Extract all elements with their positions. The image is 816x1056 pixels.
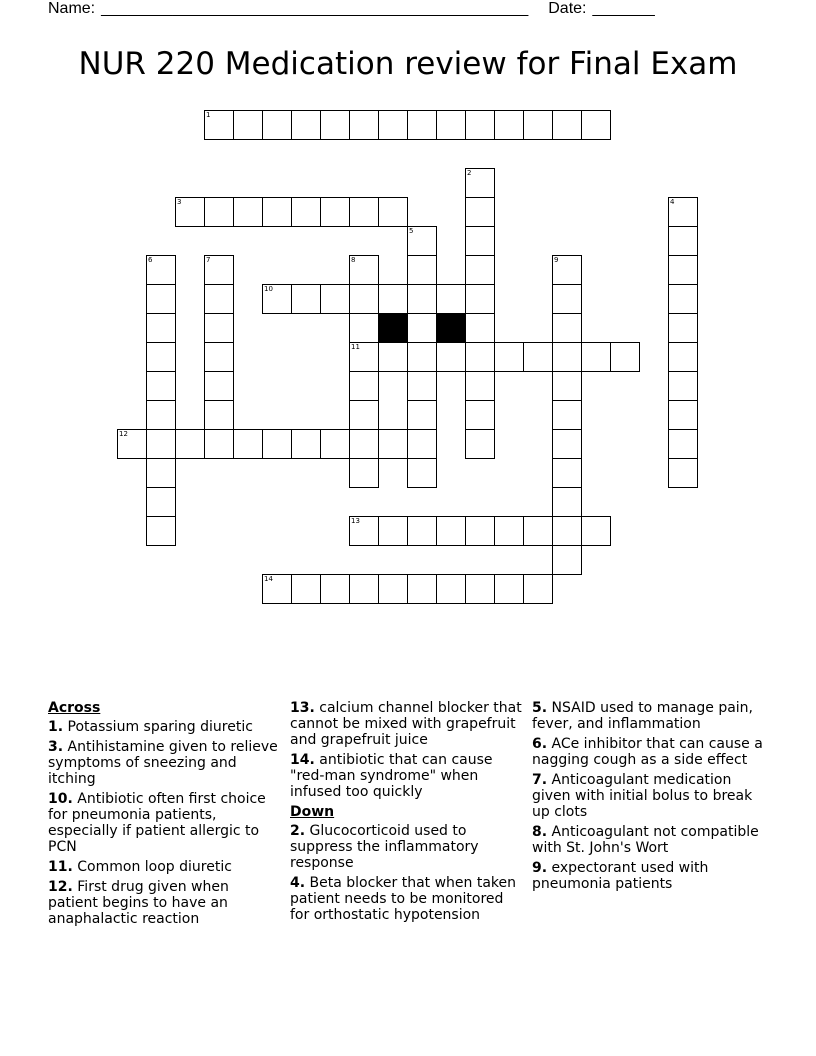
grid-cell[interactable] — [465, 255, 495, 285]
cell-number: 13 — [351, 517, 360, 525]
grid-cell[interactable] — [146, 313, 176, 343]
grid-cell[interactable] — [668, 342, 698, 372]
grid-cell[interactable] — [146, 516, 176, 546]
grid-cell[interactable] — [349, 284, 379, 314]
grid-cell[interactable] — [291, 284, 321, 314]
clues-column-2 — [290, 700, 525, 927]
clue-across-1: 1. Potassium sparing diuretic — [48, 719, 253, 735]
grid-cell[interactable] — [465, 371, 495, 401]
grid-cell[interactable] — [465, 110, 495, 140]
grid-cell[interactable] — [668, 400, 698, 430]
grid-cell[interactable] — [465, 284, 495, 314]
clue-across-11: 11. Common loop diuretic — [48, 859, 232, 875]
grid-cell[interactable] — [465, 168, 495, 198]
clue-across-12: 12. First drug given when patient begins to have an anaphalactic reaction — [48, 879, 229, 927]
grid-cell[interactable] — [320, 429, 350, 459]
grid-cell[interactable] — [146, 255, 176, 285]
grid-cell[interactable] — [175, 197, 205, 227]
grid-cell[interactable] — [117, 429, 147, 459]
grid-cell[interactable] — [610, 342, 640, 372]
grid-cell[interactable] — [465, 400, 495, 430]
grid-cell[interactable] — [204, 400, 234, 430]
grid-cell[interactable] — [465, 516, 495, 546]
grid-cell[interactable] — [407, 516, 437, 546]
date-blank-field[interactable]: _______ — [592, 0, 655, 17]
clue-down-6: 6. ACe inhibitor that can cause a nagging cough as a side effect — [532, 736, 763, 768]
cell-number: 2 — [467, 169, 472, 177]
grid-cell[interactable] — [320, 110, 350, 140]
grid-cell[interactable] — [552, 284, 582, 314]
cell-number: 3 — [177, 198, 182, 206]
grid-cell[interactable] — [523, 574, 553, 604]
grid-cell[interactable] — [581, 110, 611, 140]
grid-cell[interactable] — [523, 110, 553, 140]
grid-cell[interactable] — [262, 574, 292, 604]
clue-down-2: 2. Glucocorticoid used to suppress the inflammatory response — [290, 823, 479, 871]
date-label: Date: — [548, 0, 587, 17]
grid-cell[interactable] — [407, 110, 437, 140]
grid-cell[interactable] — [146, 458, 176, 488]
grid-cell[interactable] — [436, 574, 466, 604]
grid-cell[interactable] — [233, 429, 263, 459]
grid-cell[interactable] — [465, 342, 495, 372]
grid-cell[interactable] — [407, 429, 437, 459]
grid-cell[interactable] — [436, 284, 466, 314]
grid-cell[interactable] — [233, 110, 263, 140]
grid-cell[interactable] — [494, 110, 524, 140]
grid-cell[interactable] — [291, 429, 321, 459]
grid-cell[interactable] — [494, 574, 524, 604]
grid-cell[interactable] — [204, 313, 234, 343]
grid-cell[interactable] — [552, 313, 582, 343]
grid-cell[interactable] — [349, 110, 379, 140]
grid-cell[interactable] — [349, 429, 379, 459]
cell-number: 1 — [206, 111, 211, 119]
grid-cell[interactable] — [349, 197, 379, 227]
grid-cell[interactable] — [668, 284, 698, 314]
clue-down-9: 9. expectorant used with pneumonia patients — [532, 860, 709, 892]
grid-cell[interactable] — [204, 342, 234, 372]
cell-number: 12 — [119, 430, 128, 438]
grid-cell[interactable] — [320, 197, 350, 227]
clue-across-13: 13. calcium channel blocker that cannot be mixed with grapefruit and grapefruit juice — [290, 700, 522, 748]
grid-cell[interactable] — [552, 255, 582, 285]
grid-cell[interactable] — [349, 458, 379, 488]
shaded-cell — [436, 313, 466, 343]
grid-cell[interactable] — [378, 110, 408, 140]
grid-cell[interactable] — [378, 342, 408, 372]
grid-cell[interactable] — [378, 574, 408, 604]
grid-cell[interactable] — [175, 429, 205, 459]
grid-cell[interactable] — [668, 197, 698, 227]
grid-cell[interactable] — [204, 429, 234, 459]
grid-cell[interactable] — [465, 574, 495, 604]
grid-cell[interactable] — [668, 313, 698, 343]
grid-cell[interactable] — [552, 487, 582, 517]
clues-column-1 — [48, 700, 283, 931]
cell-number: 11 — [351, 343, 360, 351]
cell-number: 8 — [351, 256, 356, 264]
clues-section — [48, 700, 768, 960]
across-heading: Across — [48, 700, 101, 716]
grid-cell[interactable] — [146, 400, 176, 430]
grid-cell[interactable] — [668, 255, 698, 285]
grid-cell[interactable] — [668, 458, 698, 488]
grid-cell[interactable] — [291, 110, 321, 140]
grid-cell[interactable] — [407, 342, 437, 372]
grid-cell[interactable] — [291, 197, 321, 227]
grid-cell[interactable] — [668, 429, 698, 459]
header-line — [48, 0, 748, 20]
grid-cell[interactable] — [668, 371, 698, 401]
clue-across-14: 14. antibiotic that can cause "red-man syndrome" when infused too quickly — [290, 752, 493, 800]
grid-cell[interactable] — [407, 226, 437, 256]
grid-cell[interactable] — [552, 371, 582, 401]
grid-cell[interactable] — [407, 400, 437, 430]
grid-cell[interactable] — [407, 458, 437, 488]
page-title: NUR 220 Medication review for Final Exam — [78, 46, 738, 82]
grid-cell[interactable] — [407, 574, 437, 604]
grid-cell[interactable] — [262, 284, 292, 314]
grid-cell[interactable] — [146, 429, 176, 459]
grid-cell[interactable] — [146, 487, 176, 517]
grid-cell[interactable] — [146, 371, 176, 401]
grid-cell[interactable] — [349, 371, 379, 401]
down-heading: Down — [290, 804, 335, 820]
clues-column-3 — [532, 700, 767, 896]
grid-cell[interactable] — [262, 429, 292, 459]
grid-cell[interactable] — [204, 371, 234, 401]
grid-cell[interactable] — [552, 545, 582, 575]
grid-cell[interactable] — [436, 110, 466, 140]
grid-cell[interactable] — [378, 429, 408, 459]
clue-across-3: 3. Antihistamine given to relieve symptoms of sneezing and itching — [48, 739, 278, 787]
grid-cell[interactable] — [407, 284, 437, 314]
grid-cell[interactable] — [262, 197, 292, 227]
grid-cell[interactable] — [349, 255, 379, 285]
grid-cell[interactable] — [494, 342, 524, 372]
grid-cell[interactable] — [204, 110, 234, 140]
clue-across-10: 10. Antibiotic often first choice for pneumonia patients, especially if patient allergic to PCN — [48, 791, 266, 855]
grid-cell[interactable] — [436, 342, 466, 372]
grid-cell[interactable] — [436, 516, 466, 546]
grid-cell[interactable] — [378, 197, 408, 227]
cell-number: 10 — [264, 285, 273, 293]
grid-cell[interactable] — [349, 574, 379, 604]
grid-cell[interactable] — [465, 197, 495, 227]
clue-down-7: 7. Anticoagulant medication given with initial bolus to break up clots — [532, 772, 753, 820]
cell-number: 6 — [148, 256, 153, 264]
grid-cell[interactable] — [204, 284, 234, 314]
grid-cell[interactable] — [262, 110, 292, 140]
grid-cell[interactable] — [552, 458, 582, 488]
grid-cell[interactable] — [320, 574, 350, 604]
grid-cell[interactable] — [146, 284, 176, 314]
grid-cell[interactable] — [552, 342, 582, 372]
grid-cell[interactable] — [320, 284, 350, 314]
shaded-cell — [378, 313, 408, 343]
grid-cell[interactable] — [465, 313, 495, 343]
grid-cell[interactable] — [378, 284, 408, 314]
clue-down-4: 4. Beta blocker that when taken patient needs to be monitored for orthostatic hypotension — [290, 875, 517, 923]
grid-cell[interactable] — [407, 255, 437, 285]
cell-number: 7 — [206, 256, 211, 264]
cell-number: 5 — [409, 227, 414, 235]
grid-cell[interactable] — [407, 371, 437, 401]
clue-down-8: 8. Anticoagulant not compatible with St. John's Wort — [532, 824, 759, 856]
cell-number: 14 — [264, 575, 273, 583]
grid-cell[interactable] — [233, 197, 263, 227]
grid-cell[interactable] — [291, 574, 321, 604]
name-label: Name: — [48, 0, 96, 17]
grid-cell[interactable] — [465, 226, 495, 256]
grid-cell[interactable] — [668, 226, 698, 256]
grid-cell[interactable] — [407, 313, 437, 343]
grid-cell[interactable] — [552, 400, 582, 430]
grid-cell[interactable] — [581, 342, 611, 372]
grid-cell[interactable] — [465, 429, 495, 459]
cell-number: 9 — [554, 256, 559, 264]
name-blank-field[interactable]: ________________________________________________ — [101, 0, 529, 17]
grid-cell[interactable] — [494, 516, 524, 546]
grid-cell[interactable] — [349, 400, 379, 430]
grid-cell[interactable] — [523, 342, 553, 372]
grid-cell[interactable] — [146, 342, 176, 372]
grid-cell[interactable] — [204, 255, 234, 285]
grid-cell[interactable] — [378, 516, 408, 546]
grid-cell[interactable] — [552, 110, 582, 140]
clue-down-5: 5. NSAID used to manage pain, fever, and inflammation — [532, 700, 753, 732]
grid-cell[interactable] — [349, 342, 379, 372]
grid-cell[interactable] — [349, 516, 379, 546]
grid-cell[interactable] — [552, 429, 582, 459]
grid-cell[interactable] — [552, 516, 582, 546]
grid-cell[interactable] — [349, 313, 379, 343]
grid-cell[interactable] — [204, 197, 234, 227]
grid-cell[interactable] — [581, 516, 611, 546]
grid-cell[interactable] — [523, 516, 553, 546]
cell-number: 4 — [670, 198, 675, 206]
